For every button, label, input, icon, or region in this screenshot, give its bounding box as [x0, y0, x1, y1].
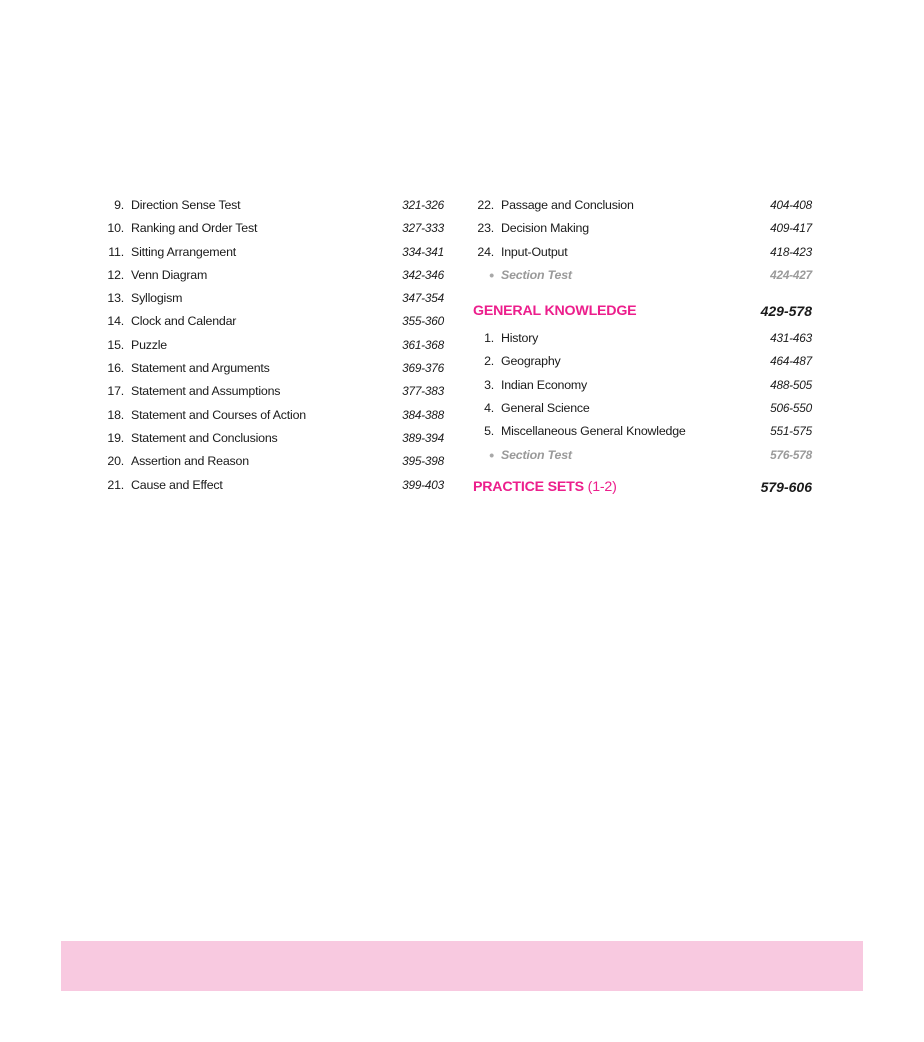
entry-number: 23. — [477, 221, 494, 236]
entry-number: 13. — [107, 291, 124, 306]
entry-pages: 334-341 — [402, 244, 444, 259]
entry-pages: 321-326 — [402, 198, 444, 212]
entry-number: 3. — [484, 377, 494, 392]
entry-pages: 424-427 — [770, 267, 812, 282]
practice-sets-range: (1-2) — [587, 478, 617, 495]
toc-entry[interactable] — [100, 264, 444, 287]
entry-number: 21. — [107, 477, 124, 492]
entry-title: Section Test — [501, 447, 572, 462]
bullet-icon: • — [489, 446, 494, 463]
entry-pages: 488-505 — [770, 377, 812, 392]
toc-entry[interactable] — [100, 241, 444, 264]
entry-number: 19. — [107, 430, 124, 445]
entry-number: 9. — [114, 198, 124, 212]
entry-pages: 327-333 — [402, 221, 444, 236]
entry-number: 16. — [107, 361, 124, 376]
toc-left-column — [100, 194, 444, 497]
entry-pages: 506-550 — [770, 401, 812, 416]
entry-title: Geography — [501, 354, 561, 369]
entry-title: Section Test — [501, 267, 572, 282]
practice-sets-title: PRACTICE SETS — [473, 478, 584, 495]
entry-pages: 551-575 — [770, 424, 812, 439]
toc-entry[interactable] — [100, 287, 444, 310]
toc-entry[interactable] — [100, 357, 444, 380]
toc-right-column — [470, 194, 812, 507]
entry-pages: 395-398 — [402, 454, 444, 469]
entry-number: 1. — [484, 331, 494, 346]
entry-title: Miscellaneous General Knowledge — [501, 424, 686, 439]
entry-title: Venn Diagram — [131, 267, 208, 282]
entry-title: Statement and Arguments — [131, 361, 270, 376]
entry-pages: 399-403 — [402, 477, 444, 492]
entry-pages: 355-360 — [402, 314, 444, 329]
entry-title: Clock and Calendar — [131, 314, 237, 329]
entry-pages: 377-383 — [402, 384, 444, 399]
entry-title: General Science — [501, 401, 590, 416]
entry-number: 22. — [477, 198, 494, 212]
entry-number: 12. — [107, 267, 124, 282]
toc-entry[interactable] — [470, 194, 812, 217]
entry-pages: 404-408 — [770, 198, 812, 212]
entry-title: Puzzle — [131, 337, 167, 352]
toc-entry[interactable] — [470, 350, 812, 373]
toc-section-test[interactable] — [470, 264, 812, 287]
entry-pages: 576-578 — [770, 447, 812, 462]
entry-title: Ranking and Order Test — [131, 221, 258, 236]
entry-title: Decision Making — [501, 221, 589, 236]
entry-number: 18. — [107, 407, 124, 422]
entry-number: 11. — [108, 244, 124, 259]
entry-number: 15. — [107, 337, 124, 352]
entry-title: Input-Output — [501, 244, 568, 259]
entry-title: History — [501, 331, 539, 346]
entry-pages: 361-368 — [402, 337, 444, 352]
toc-entry[interactable] — [100, 450, 444, 473]
toc-entry[interactable] — [100, 217, 444, 240]
entry-pages: 369-376 — [402, 361, 444, 376]
toc-entry[interactable] — [100, 404, 444, 427]
entry-number: 4. — [484, 401, 494, 416]
entry-number: 17. — [107, 384, 124, 399]
bullet-icon: • — [489, 266, 494, 283]
entry-title: Syllogism — [131, 291, 183, 306]
section-heading-practice-sets[interactable] — [470, 467, 812, 507]
entry-title: Passage and Conclusion — [501, 198, 634, 212]
toc-entry[interactable] — [100, 334, 444, 357]
entry-title: Statement and Courses of Action — [131, 407, 306, 422]
toc-entry[interactable] — [470, 374, 812, 397]
toc-entry[interactable] — [470, 241, 812, 264]
toc-entry[interactable] — [100, 310, 444, 333]
section-heading-pages: 429-578 — [760, 303, 812, 320]
entry-pages: 418-423 — [770, 244, 812, 259]
entry-title: Cause and Effect — [131, 477, 223, 492]
entry-title: Statement and Assumptions — [131, 384, 281, 399]
entry-pages: 464-487 — [770, 354, 812, 369]
toc-entry[interactable] — [470, 217, 812, 240]
entry-title: Direction Sense Test — [131, 198, 241, 212]
entry-pages: 389-394 — [402, 430, 444, 445]
entry-title: Assertion and Reason — [131, 454, 249, 469]
entry-pages: 384-388 — [402, 407, 444, 422]
toc-entry[interactable] — [470, 397, 812, 420]
entry-number: 20. — [107, 454, 124, 469]
entry-pages: 347-354 — [402, 291, 444, 306]
toc-entry[interactable] — [100, 380, 444, 403]
entry-pages: 409-417 — [770, 221, 812, 236]
entry-number: 2. — [484, 354, 494, 369]
entry-number: 14. — [107, 314, 124, 329]
section-heading-pages: 579-606 — [760, 478, 812, 495]
toc-entry[interactable] — [100, 427, 444, 450]
toc-entry[interactable] — [100, 194, 444, 217]
entry-number: 5. — [484, 424, 494, 439]
toc-section-test[interactable] — [470, 444, 812, 467]
entry-number: 10. — [107, 221, 124, 236]
section-heading-general-knowledge[interactable] — [470, 291, 812, 331]
entry-title: Sitting Arrangement — [131, 244, 237, 259]
footer-band — [61, 941, 863, 991]
entry-pages: 342-346 — [402, 267, 444, 282]
entry-title: Indian Economy — [501, 377, 588, 392]
entry-title: Statement and Conclusions — [131, 430, 278, 445]
section-heading-title: GENERAL KNOWLEDGE — [473, 303, 637, 320]
toc-entry[interactable] — [470, 420, 812, 443]
toc-entry[interactable] — [470, 327, 812, 350]
toc-entry[interactable] — [100, 474, 444, 497]
entry-number: 24. — [477, 244, 494, 259]
section-heading-title — [473, 467, 617, 507]
entry-pages: 431-463 — [770, 331, 812, 346]
